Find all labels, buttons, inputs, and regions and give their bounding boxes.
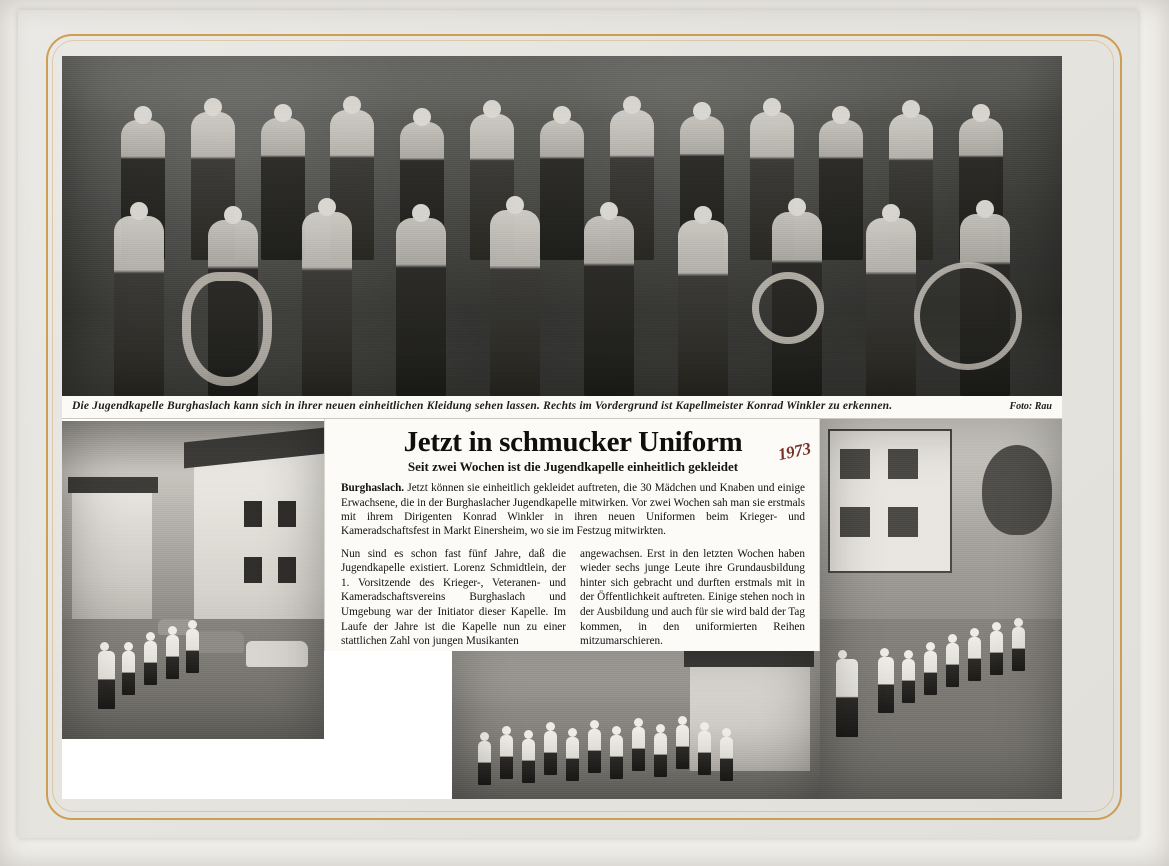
bass-drum-instrument <box>914 262 1022 370</box>
marching-band-photo <box>452 651 820 799</box>
photo-caption-bar <box>62 396 1062 419</box>
procession-half-timbered-photo <box>820 419 1062 799</box>
article-column-left: Nun sind es schon fast fünf Jahre, daß die Jugendkapelle existiert. Lorenz Schmidtlein, der 1. Vorsitzende des Krieger-, Veteranen- und Kameradschaftsvereins Burghaslach und Umgebung war der Initiator dieser Kapelle. Im Laufe der Jahre ist die Kapelle nun zu einer stattlichen Zahl von jungen Musikanten <box>341 547 566 648</box>
article-headline <box>337 426 813 465</box>
jugendkapelle-group-photo <box>62 56 1062 396</box>
article-lead-paragraph <box>337 481 809 538</box>
photo-caption: Die Jugendkapelle Burghaslach kann sich in ihrer neuen einheitlichen Kleidung sehen lassen. Rechts im Vordergrund ist Kapellmeister Konrad Winkler zu erkennen. <box>72 400 893 412</box>
photo-credit: Foto: Rau <box>1009 401 1052 412</box>
clipping-lower-section <box>62 419 1062 799</box>
french-horn-instrument <box>752 272 824 344</box>
article-subheadline: Seit zwei Wochen ist die Jugendkapelle einheitlich gekleidet <box>407 459 739 475</box>
newspaper-clipping <box>62 56 1062 799</box>
article-text-block <box>324 419 820 651</box>
tuba-instrument <box>182 272 272 386</box>
handwritten-year-note: 1973 <box>776 438 813 465</box>
article-columns <box>337 547 809 649</box>
article-dateline: Burghaslach. <box>341 482 405 495</box>
article-column-right: angewachsen. Erst in den letzten Wochen haben wieder sechs junge Leute ihre Grundausbildung hinter sich gebracht und durften erstmals mit in der Öffentlichkeit auftreten. Einige stehen noch in der Ausbildung und auch für sie wird bald der Tag kommen, in den uniformierten Reihen mitzumarschieren. <box>580 547 805 648</box>
village-street-photo <box>62 421 324 739</box>
headline-text: Jetzt in schmucker Uniform <box>403 426 743 458</box>
article-lead-text: Jetzt können sie einheitlich gekleidet auftreten, die 30 Mädchen und Knaben und einige Erwachsene, die in der Burghaslacher Jugendkapelle mitwirken. Vor zwei Wochen sah man sie erstmals mit ihrem Dirigenten Konrad Winkler in ihren neuen Uniformen beim Krieger- und Kameradschaftsfest in Markt Einersheim, wo sie im Festzug mitwirkten. <box>341 482 806 538</box>
